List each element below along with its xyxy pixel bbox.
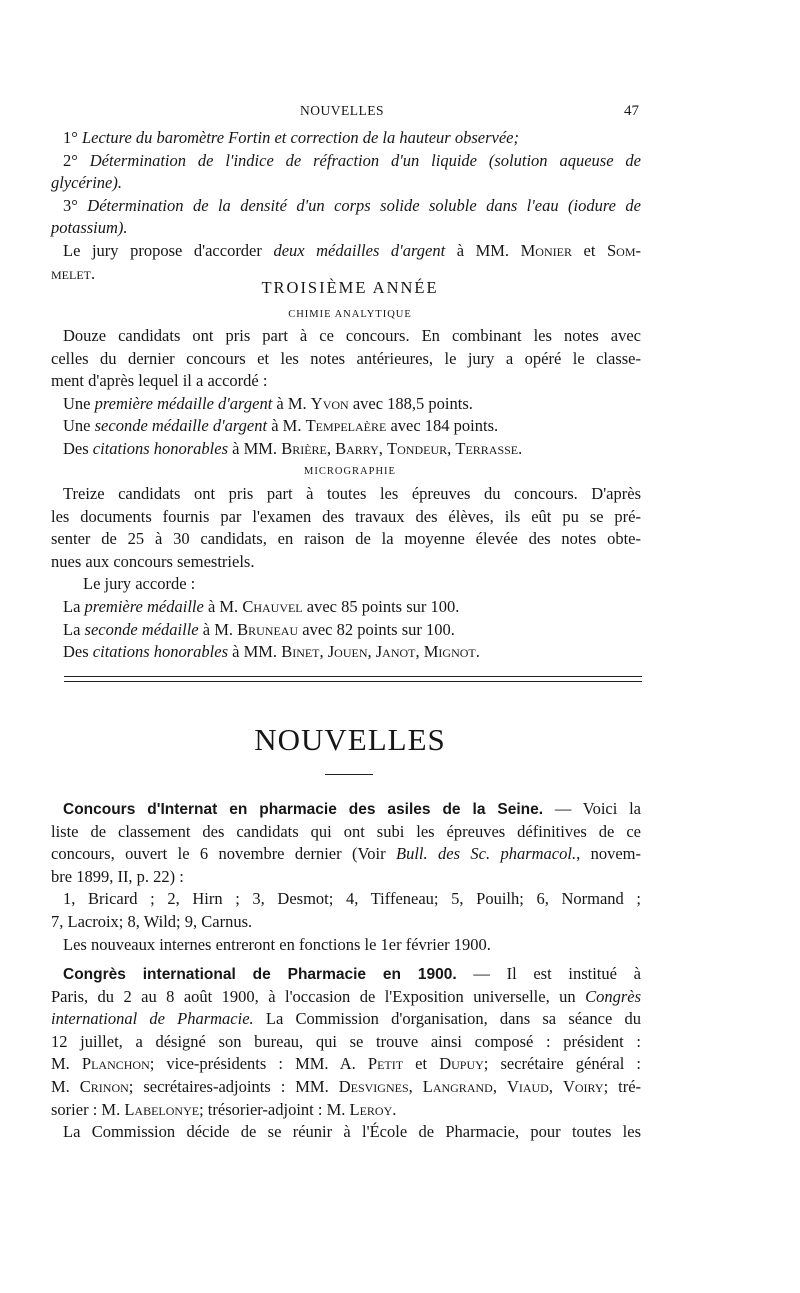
text-run: avec 188,5 points. [348, 393, 473, 413]
person-name: Monier [520, 240, 572, 260]
text-run: , [378, 438, 388, 458]
text-run: Le jury accorde : [83, 574, 196, 594]
text-run: 1, Bricard ; 2, Hirn ; 3, Desmot; 4, Tiffeneau; 5, Pouilh; 6, Normand ; [63, 889, 641, 909]
person-name: Janot [375, 642, 416, 662]
text-line [51, 843, 641, 866]
text-run: seconde médaille d'argent [94, 416, 268, 436]
text-run: ; secrétaires-adjoints : MM. [128, 1076, 339, 1096]
text-run: La [63, 619, 85, 639]
article-title: Concours d'Internat en pharmacie des asiles de la Seine. [63, 801, 544, 818]
text-line [51, 573, 641, 596]
person-name: Chauvel [242, 596, 303, 616]
person-name: Barry [335, 438, 379, 458]
text-line [51, 370, 641, 393]
subsection-title-micrographie: MICROGRAPHIE [304, 466, 396, 477]
text-run: , [548, 1076, 563, 1096]
text-run: . [392, 1099, 397, 1119]
text-run: La Commission d'organisation, dans sa séance du [253, 1009, 641, 1029]
text-run: celles du dernier concours et les notes antérieures, le jury a opéré le classe- [51, 348, 641, 368]
text-run: première médaille [84, 596, 204, 616]
text-line [51, 438, 641, 461]
text-run: les documents fournis par l'examen des travaux des élèves, ils eût pu se pré- [51, 506, 641, 526]
text-line [51, 798, 641, 821]
person-name: Yvon [310, 393, 349, 413]
text-line [51, 217, 641, 240]
text-line [51, 821, 641, 844]
text-line [51, 415, 641, 438]
text-run: 3° [63, 195, 88, 215]
text-run: M. [51, 1054, 82, 1074]
text-run: première médaille d'argent [94, 393, 273, 413]
text-run: ; trésorier-adjoint : M. [199, 1099, 350, 1119]
text-run: liste de classement des candidats qui ont subi les épreuves définitives de ce [51, 821, 641, 841]
text-run: 1° [63, 128, 82, 147]
text-run: , [447, 438, 456, 458]
section-divider-top [64, 676, 642, 677]
person-name: Labelonye [124, 1099, 200, 1119]
person-name: Tondeur [387, 438, 448, 458]
text-run: ; secrétaire général : [483, 1054, 641, 1074]
text-line [51, 325, 641, 348]
text-run: senter de 25 à 30 candidats, en raison de la moyenne élevée des notes obte- [51, 529, 641, 549]
text-run: seconde médaille [84, 619, 199, 639]
text-run: . [475, 642, 480, 662]
exam-list-section [51, 127, 641, 285]
text-line [51, 596, 641, 619]
text-run: M. [51, 1076, 80, 1096]
page-header [0, 103, 800, 123]
text-line [51, 1099, 641, 1122]
text-line [51, 483, 641, 506]
person-name: Petit [367, 1054, 404, 1074]
section-divider-bottom [64, 681, 642, 682]
person-name: Voiry [562, 1076, 604, 1096]
micrographie-paragraph [51, 483, 641, 664]
person-name: Mignot [423, 642, 476, 662]
text-run: Congrès [585, 986, 641, 1006]
text-run: sorier : M. [51, 1099, 125, 1119]
text-line [51, 348, 641, 371]
text-run: et [571, 240, 607, 260]
text-run: bre 1899, II, p. 22) : [51, 866, 184, 886]
text-run: , novem- [576, 844, 642, 864]
person-name: Crinon [79, 1076, 129, 1096]
text-run: . [518, 438, 523, 458]
text-run: à M. [267, 416, 306, 436]
text-run: nues aux concours semestriels. [51, 551, 255, 571]
text-run: 7, Lacroix; 8, Wild; 9, Carnus. [51, 911, 253, 931]
text-run: à MM. [228, 438, 282, 458]
section-title-troisieme-annee: TROISIÈME ANNÉE [261, 278, 439, 297]
text-line [51, 1121, 641, 1144]
person-name: Viaud [506, 1076, 549, 1096]
congres-pharmacie-article [51, 963, 641, 1144]
text-run: 2° [63, 150, 90, 170]
text-run: Une [63, 416, 95, 436]
text-run: à MM. [228, 642, 282, 662]
text-run: citations honorables [92, 642, 229, 662]
person-name: Jouen [327, 642, 368, 662]
text-run: , [319, 642, 328, 662]
text-run: Paris, du 2 au 8 août 1900, à l'occasion de l'Exposition universelle, un [51, 986, 586, 1006]
text-line [51, 1076, 641, 1099]
concours-internat-article [51, 798, 641, 956]
text-run: , [367, 642, 376, 662]
text-line [51, 619, 641, 642]
text-line [51, 986, 641, 1009]
text-line [51, 528, 641, 551]
nouvelles-heading: NOUVELLES [254, 722, 446, 757]
running-head: NOUVELLES [300, 103, 384, 118]
person-name: Desvignes [338, 1076, 409, 1096]
text-run: deux médailles d'argent [273, 240, 446, 260]
text-run: Détermination de la densité d'un corps solide soluble dans l'eau (iodure de [87, 195, 641, 215]
text-line [51, 911, 641, 934]
person-name: Terrasse [455, 438, 519, 458]
text-run: concours, ouvert le 6 novembre dernier (Voir [51, 844, 396, 864]
text-run: citations honorables [92, 438, 229, 458]
text-run: à MM. [445, 240, 521, 260]
text-run: La Commission décide de se réunir à l'École de Pharmacie, pour toutes les [63, 1122, 641, 1142]
text-run: , [408, 1076, 423, 1096]
person-name: Brière [281, 438, 327, 458]
person-name: Bruneau [237, 619, 299, 639]
text-run: avec 184 points. [386, 416, 499, 436]
person-name: Dupuy [439, 1054, 484, 1074]
text-line [51, 551, 641, 574]
text-line [51, 172, 641, 195]
person-name: Langrand [422, 1076, 493, 1096]
text-line [51, 866, 641, 889]
text-run: ; vice-présidents : MM. A. [149, 1054, 368, 1074]
text-run: et [403, 1054, 440, 1074]
text-line [51, 506, 641, 529]
text-run: à M. [198, 619, 238, 639]
text-line [51, 1031, 641, 1054]
text-run: , [415, 642, 424, 662]
text-run: ; tré- [603, 1076, 642, 1096]
page-number: 47 [624, 103, 639, 119]
text-run: potassium). [51, 218, 128, 238]
person-name: Tempelaère [305, 416, 387, 436]
text-run: Bull. des Sc. pharmacol. [396, 844, 577, 864]
text-run: Une [63, 393, 95, 413]
text-run: Des [63, 642, 93, 662]
subsection-title-chimie-analytique: CHIMIE ANALYTIQUE [288, 309, 412, 320]
chimie-analytique-paragraph [51, 325, 641, 461]
text-line [51, 127, 641, 150]
text-run: Lecture du baromètre Fortin et correction de la hauteur observée; [81, 128, 519, 147]
text-run: Le jury propose d'accorder [63, 240, 274, 260]
text-run: , [492, 1076, 507, 1096]
text-line [51, 934, 641, 957]
text-line [51, 150, 641, 173]
text-run: Treize candidats ont pris part à toutes les épreuves du concours. D'après [63, 484, 641, 503]
text-run: , [326, 438, 336, 458]
person-name: Planchon [81, 1054, 150, 1074]
text-run: à M. [203, 596, 243, 616]
person-name: Som- [606, 240, 641, 260]
text-line [51, 641, 641, 664]
person-name: Binet [281, 642, 320, 662]
heading-underline [325, 774, 373, 775]
person-name: melet. [51, 263, 96, 283]
text-run: — Voici la [543, 799, 641, 818]
text-run: ment d'après lequel il a accordé : [51, 371, 268, 391]
text-run: international de Pharmacie. [51, 1009, 254, 1029]
text-line [51, 195, 641, 218]
text-run: à M. [272, 393, 311, 413]
text-run: Douze candidats ont pris part à ce concours. En combinant les notes avec [63, 326, 641, 345]
text-run: avec 82 points sur 100. [298, 619, 455, 639]
article-title: Congrès international de Pharmacie en 1900. [63, 966, 457, 983]
text-run: Des [63, 438, 93, 458]
text-line [51, 888, 641, 911]
text-line [51, 393, 641, 416]
text-line [51, 1008, 641, 1031]
text-run: Les nouveaux internes entreront en fonctions le 1er février 1900. [63, 934, 491, 954]
text-run: 12 juillet, a désigné son bureau, qui se trouve ainsi composé : président : [51, 1031, 641, 1051]
text-run: glycérine). [51, 173, 123, 193]
text-run: avec 85 points sur 100. [302, 596, 460, 616]
text-run: La [63, 596, 85, 616]
text-run: — Il est institué à [456, 964, 641, 983]
text-line [51, 240, 641, 263]
text-line [51, 963, 641, 986]
text-line [51, 1053, 641, 1076]
person-name: Leroy [349, 1099, 393, 1119]
text-run: Détermination de l'indice de réfraction d'un liquide (solution aqueuse de [89, 150, 641, 170]
